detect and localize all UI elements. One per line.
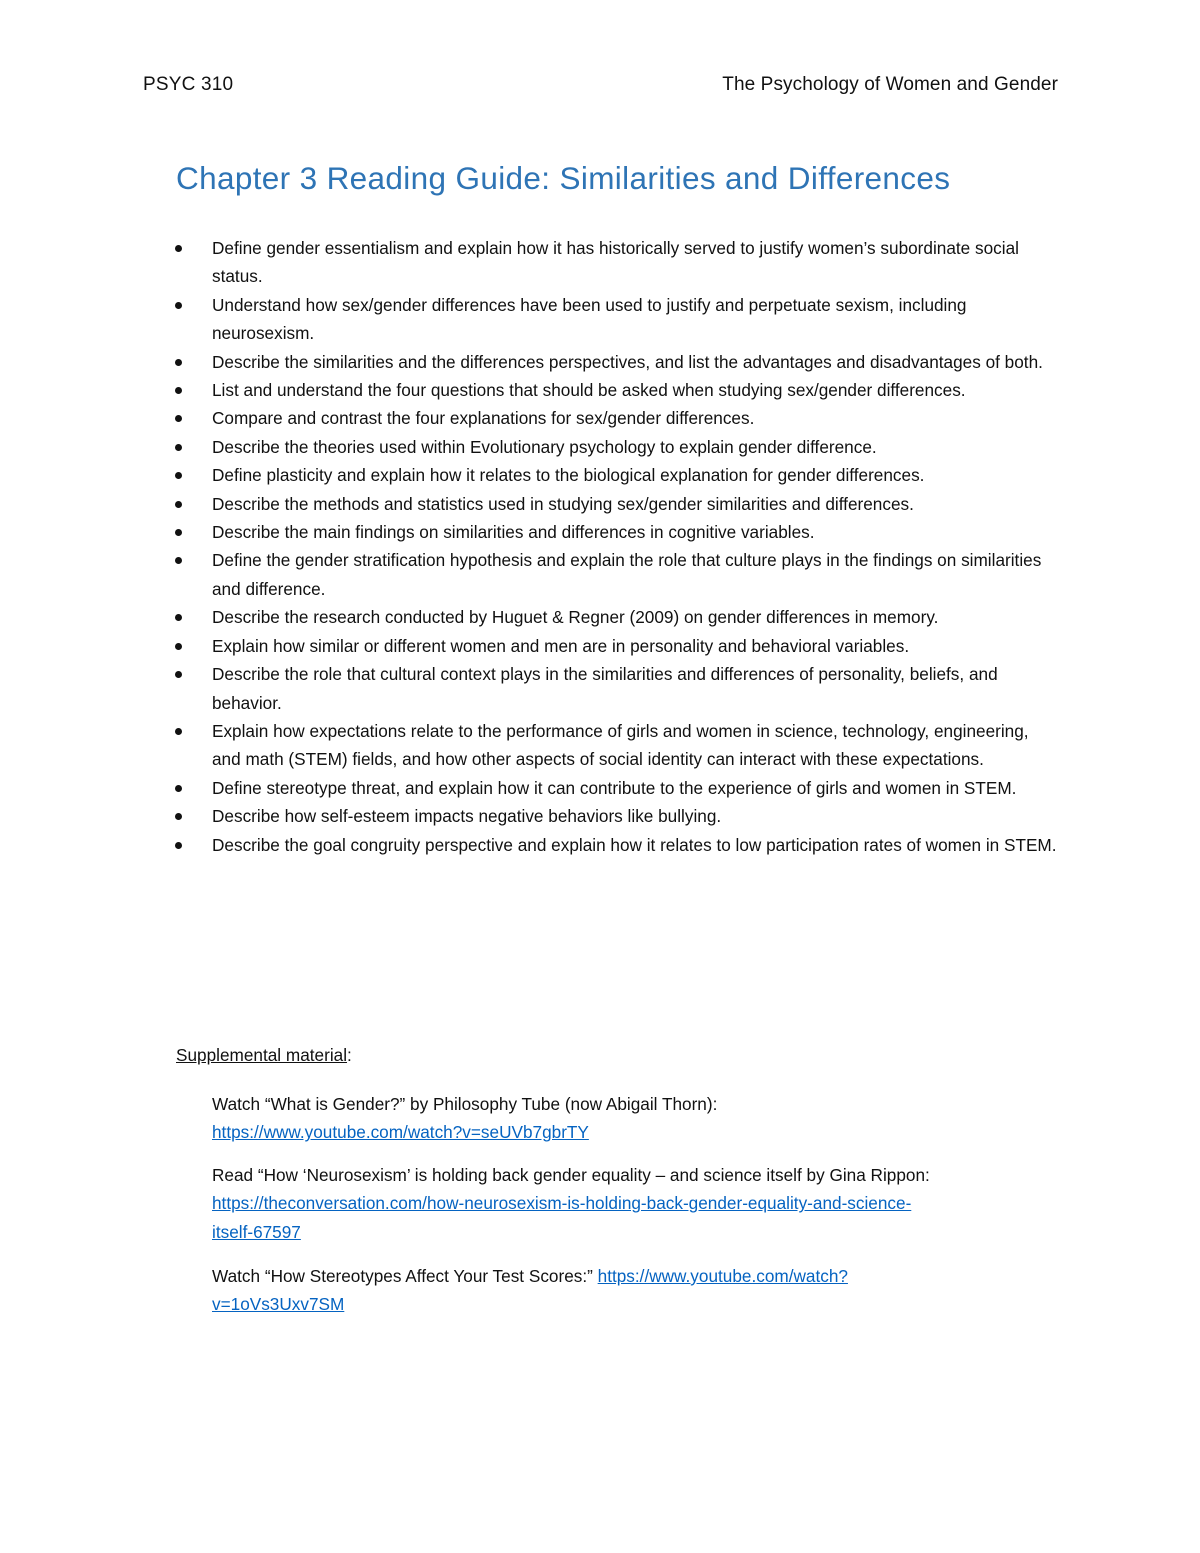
- bullet-icon: [175, 444, 182, 451]
- resource-description: Watch “What is Gender?” by Philosophy Tube (now Abigail Thorn):: [212, 1094, 718, 1114]
- list-item: [212, 660, 1062, 717]
- objective-text: List and understand the four questions that should be asked when studying sex/gender differences.: [212, 380, 966, 401]
- objective-text: Describe the research conducted by Huguet & Regner (2009) on gender differences in memory.: [212, 607, 939, 628]
- bullet-icon: [175, 529, 182, 536]
- list-item: [212, 802, 1062, 830]
- list-item: [212, 433, 1062, 461]
- list-item: [212, 291, 1062, 348]
- header-course-code: PSYC 310: [143, 74, 234, 95]
- list-item: [212, 632, 1062, 660]
- resource-item: [212, 1090, 1062, 1147]
- objective-text: Describe the main findings on similarities and differences in cognitive variables.: [212, 522, 815, 543]
- list-item: [212, 376, 1062, 404]
- resource-description: Watch “How Stereotypes Affect Your Test Scores:”: [212, 1266, 593, 1286]
- resource-item: [212, 1262, 1062, 1319]
- supplemental-heading-label: Supplemental material: [176, 1045, 348, 1065]
- objective-text: Describe how self-esteem impacts negative behaviors like bullying.: [212, 806, 722, 827]
- bullet-icon: [175, 359, 182, 366]
- bullet-icon: [175, 728, 182, 735]
- resource-link[interactable]: https://www.youtube.com/watch?: [597, 1266, 848, 1286]
- resource-item: [212, 1161, 1062, 1246]
- bullet-icon: [175, 415, 182, 422]
- bullet-icon: [175, 785, 182, 792]
- objective-text: Define the gender stratification hypothesis and explain the role that culture plays in the findings on similarities and difference.: [212, 550, 1042, 599]
- header-course-title: The Psychology of Women and Gender: [722, 74, 1058, 95]
- bullet-icon: [175, 842, 182, 849]
- supplemental-heading-colon: :: [347, 1045, 352, 1065]
- bullet-icon: [175, 614, 182, 621]
- supplemental-heading: [176, 1045, 352, 1066]
- resource-description: Read “How ‘Neurosexism’ is holding back gender equality – and science itself by Gina Rippon:: [212, 1165, 930, 1185]
- list-item: [212, 518, 1062, 546]
- list-item: [212, 831, 1062, 859]
- objective-text: Describe the theories used within Evolutionary psychology to explain gender difference.: [212, 436, 877, 457]
- list-item: [212, 234, 1062, 291]
- objective-text: Describe the similarities and the differences perspectives, and list the advantages and disadvantages of both.: [212, 351, 1043, 372]
- objective-text: Define stereotype threat, and explain how it can contribute to the experience of girls and women in STEM.: [212, 777, 1017, 798]
- list-item: [212, 348, 1062, 376]
- list-item: [212, 717, 1062, 774]
- learning-objectives-list: [212, 234, 1062, 859]
- objective-text: Define plasticity and explain how it relates to the biological explanation for gender differences.: [212, 465, 925, 486]
- bullet-icon: [175, 472, 182, 479]
- list-item: [212, 490, 1062, 518]
- bullet-icon: [175, 302, 182, 309]
- list-item: [212, 404, 1062, 432]
- list-item: [212, 546, 1062, 603]
- bullet-icon: [175, 387, 182, 394]
- resource-link[interactable]: https://theconversation.com/how-neurosexism-is-holding-back-gender-equality-and-science-: [212, 1193, 912, 1214]
- bullet-icon: [175, 643, 182, 650]
- resource-link-continued[interactable]: itself-67597: [212, 1221, 301, 1242]
- objective-text: Describe the goal congruity perspective and explain how it relates to low participation rates of women in STEM.: [212, 834, 1057, 855]
- objective-text: Understand how sex/gender differences have been used to justify and perpetuate sexism, including neurosexism.: [212, 294, 967, 344]
- objective-text: Explain how similar or different women and men are in personality and behavioral variables.: [212, 635, 910, 656]
- objective-text: Explain how expectations relate to the performance of girls and women in science, technology, engineering, and math (STEM) fields, and how other aspects of social identity can interact with these expectations.: [212, 720, 1029, 770]
- bullet-icon: [175, 813, 182, 820]
- resource-link-continued[interactable]: v=1oVs3Uxv7SM: [212, 1294, 345, 1315]
- list-item: [212, 603, 1062, 631]
- list-item: [212, 461, 1062, 489]
- objective-text: Describe the methods and statistics used in studying sex/gender similarities and differences.: [212, 493, 914, 514]
- objective-text: Compare and contrast the four explanations for sex/gender differences.: [212, 408, 755, 429]
- bullet-icon: [175, 557, 182, 564]
- bullet-icon: [175, 671, 182, 678]
- page-title: Chapter 3 Reading Guide: Similarities and Differences: [176, 160, 951, 196]
- objective-text: Describe the role that cultural context plays in the similarities and differences of personality, beliefs, and behavior.: [212, 664, 998, 713]
- objective-text: Define gender essentialism and explain how it has historically served to justify women’s subordinate social status.: [212, 238, 1019, 287]
- list-item: [212, 774, 1062, 802]
- bullet-icon: [175, 245, 182, 252]
- resource-link[interactable]: https://www.youtube.com/watch?v=seUVb7gbrTY: [212, 1122, 589, 1143]
- bullet-icon: [175, 501, 182, 508]
